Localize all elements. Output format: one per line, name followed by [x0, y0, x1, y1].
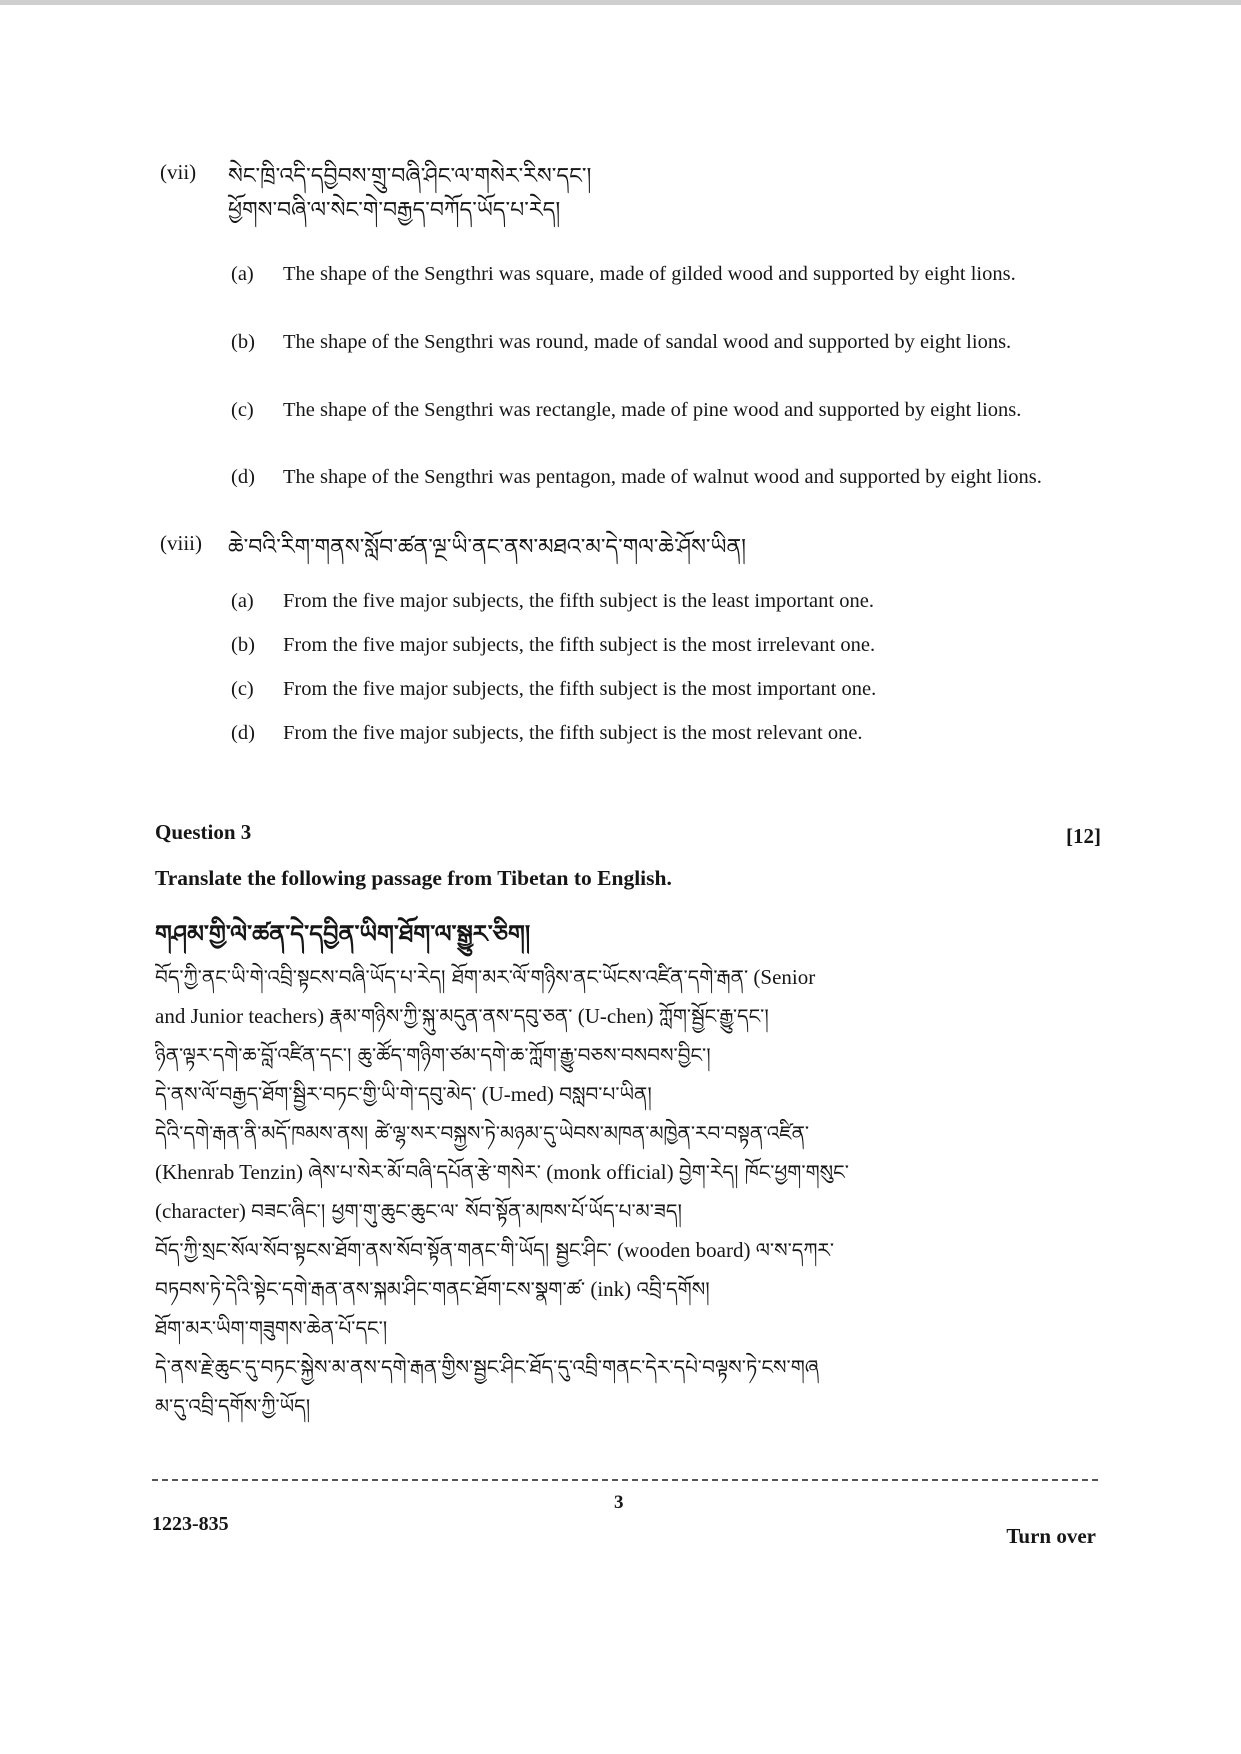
passage-tibetan: བོད་ཀྱི་སྲང་སོལ་སོབ་སྟངས་ཐོག་ནས་སོབ་སྟོན་གནང་གི་ཡོད། སྦྱང་ཤིང་ — [155, 1238, 612, 1262]
option-letter: (b) — [231, 634, 255, 656]
passage-tibetan: བོད་ཀྱི་ནང་ཡི་གེ་འབྲི་སྟངས་བཞི་ཡོད་པ་རེད། ཐོག་མར་ལོ་གཉིས་ནང་ཡོངས་འཛིན་དགེ་རྒན་ — [155, 965, 749, 989]
passage-line — [155, 1348, 1090, 1387]
passage-english: (ink) — [590, 1277, 632, 1301]
passage-line — [155, 958, 1090, 997]
passage-english: (character) — [155, 1199, 246, 1223]
passage-line — [155, 1309, 1090, 1348]
passage-english: (U-med) — [481, 1082, 554, 1106]
passage-english: (U-chen) — [577, 1004, 654, 1028]
option-text: The shape of the Sengthri was pentagon, made of walnut wood and supported by eight lions. — [283, 466, 1042, 488]
option-text: From the five major subjects, the fifth subject is the most irrelevant one. — [283, 634, 876, 656]
passage-line — [155, 1075, 1090, 1114]
option-letter: (b) — [231, 331, 255, 353]
option-text: From the five major subjects, the fifth subject is the most important one. — [283, 678, 877, 700]
passage-english: (Senior — [753, 965, 816, 989]
option-text: The shape of the Sengthri was round, made of sandal wood and supported by eight lions. — [283, 331, 1012, 353]
question-number: (viii) — [160, 531, 202, 555]
dashed-divider — [152, 1479, 1098, 1481]
question-3-instruction: Translate the following passage from Tibetan to English. — [155, 866, 672, 890]
passage-line — [155, 1387, 1090, 1426]
passage-tibetan: ཞེས་པ་སེར་མོ་བཞི་དཔོན་རྩེ་གསེར་ — [308, 1160, 541, 1184]
passage-tibetan: དེ་ནས་ལོ་བརྒྱད་ཐོག་སྦྱིར་བཏང་གྱི་ཡི་གེ་དབུ་མེད་ — [155, 1082, 477, 1106]
passage-english: (wooden board) — [616, 1238, 751, 1262]
passage-english: and Junior teachers) — [155, 1004, 325, 1028]
passage-tibetan: བྱེག་རེད། ཁོང་ཕྱག་གསུང་ — [678, 1160, 849, 1184]
passage-tibetan: ཐོག་མར་ཡིག་གཟུགས་ཆེན་པོ་དང་། — [155, 1316, 388, 1340]
question-tibetan — [228, 160, 1078, 228]
tibetan-line: ཕྱོགས་བཞི་ལ་སེང་གེ་བརྒྱད་བཀོད་ཡོད་པ་རེད། — [228, 198, 561, 223]
question-3-title: Question 3 — [155, 820, 252, 844]
option-letter: (a) — [231, 263, 254, 285]
question-number: (vii) — [160, 160, 197, 184]
passage-line — [155, 997, 1090, 1036]
passage-line — [155, 1153, 1090, 1192]
passage-tibetan: དེའི་དགེ་རྒན་ནི་མདོ་ཁམས་ནས། ཚེ་ལྷ་སར་བསྐྱས་ཏེ་མཉམ་དུ་ཡེབས་མཁན་མཁྱེན་རབ་བསྟན་འཛིན་ — [155, 1121, 810, 1145]
option-letter: (c) — [231, 399, 254, 421]
passage-tibetan: དེ་ནས་རྗེ་ཆུང་དུ་བཏང་སྐྱེས་མ་ནས་དགེ་རྒན་གྱིས་སྦྱང་ཤིང་ཐོད་དུ་འབྲི་གནང་དེར་དཔེ་བལྟས་ཏེ་ངས་གཞ — [155, 1355, 819, 1379]
passage-line — [155, 1192, 1090, 1231]
passage-line — [155, 1231, 1090, 1270]
question-3-marks: [12] — [1066, 824, 1101, 848]
passage-english: (Khenrab Tenzin) — [155, 1160, 303, 1184]
passage-english: (monk official) — [546, 1160, 674, 1184]
turn-over-label: Turn over — [1006, 1524, 1096, 1548]
passage-tibetan: ཉིན་ལྟར་དགེ་ཆ་བློ་འཛིན་དང་། ཆུ་ཚོད་གཉིག་ཙམ་དགེ་ཆ་ཀློག་རྒྱུ་བཅས་བསབས་བྱིང་། — [155, 1043, 711, 1067]
passage-line — [155, 1036, 1090, 1075]
option-letter: (a) — [231, 590, 254, 612]
option-letter: (c) — [231, 678, 254, 700]
tibetan-line: ཆེ་བའི་རིག་གནས་སློབ་ཚན་ལྔ་ཡི་ནང་ནས་མཐའ་མ་དེ་གལ་ཆེ་ཤོས་ཡིན། — [228, 535, 747, 560]
tibetan-line: སེང་ཁྲི་འདི་དབྱིབས་གྲུ་བཞི་ཤིང་ལ་གསེར་རིས་དང་། — [228, 164, 592, 189]
option-text: From the five major subjects, the fifth subject is the least important one. — [283, 590, 874, 612]
passage-line — [155, 1270, 1090, 1309]
tibetan-passage — [155, 958, 1090, 1426]
option-letter: (d) — [231, 466, 255, 488]
page-number: 3 — [614, 1492, 624, 1513]
question-tibetan — [228, 531, 1078, 565]
passage-tibetan: བཟང་ཞིང་། ཕྱག་གུ་ཆུང་ཆུང་ལ་ སོབ་སྟོན་མཁས་པོ་ཡོད་པ་མ་ཟད། — [251, 1199, 682, 1223]
passage-tibetan: འབྲི་དགོས། — [636, 1277, 710, 1301]
tibetan-instruction-heading: གཤམ་གྱི་ལེ་ཚན་དེ་དབྱིན་ཡིག་ཐོག་ལ་སྒྱུར་ཅིག། — [155, 920, 531, 948]
passage-tibetan: རྣམ་གཉིས་ཀྱི་སྐུ་མདུན་ནས་དབུ་ཅན་ — [329, 1004, 573, 1028]
passage-tibetan: མ་དུ་འབྲི་དགོས་ཀྱི་ཡོད། — [155, 1394, 311, 1418]
passage-tibetan: བཏབས་ཏེ་དེའི་སྟེང་དགེ་རྒན་ནས་སྐམ་ཤིང་གནང་ཐོག་ངས་སྣག་ཚ་ — [155, 1277, 586, 1301]
passage-line — [155, 1114, 1090, 1153]
option-letter: (d) — [231, 722, 255, 744]
scan-edge — [0, 0, 1241, 5]
paper-code: 1223-835 — [152, 1513, 229, 1535]
passage-tibetan: ཀློག་སྦྱོང་རྒྱུ་དང་། — [658, 1004, 769, 1028]
passage-tibetan: ལ་ས་དཀར་ — [755, 1238, 835, 1262]
option-text: The shape of the Sengthri was rectangle, made of pine wood and supported by eight lions. — [283, 399, 1022, 421]
option-text: The shape of the Sengthri was square, made of gilded wood and supported by eight lions. — [283, 263, 1016, 285]
option-text: From the five major subjects, the fifth subject is the most relevant one. — [283, 722, 863, 744]
passage-tibetan: བསླབ་པ་ཡིན། — [559, 1082, 652, 1106]
